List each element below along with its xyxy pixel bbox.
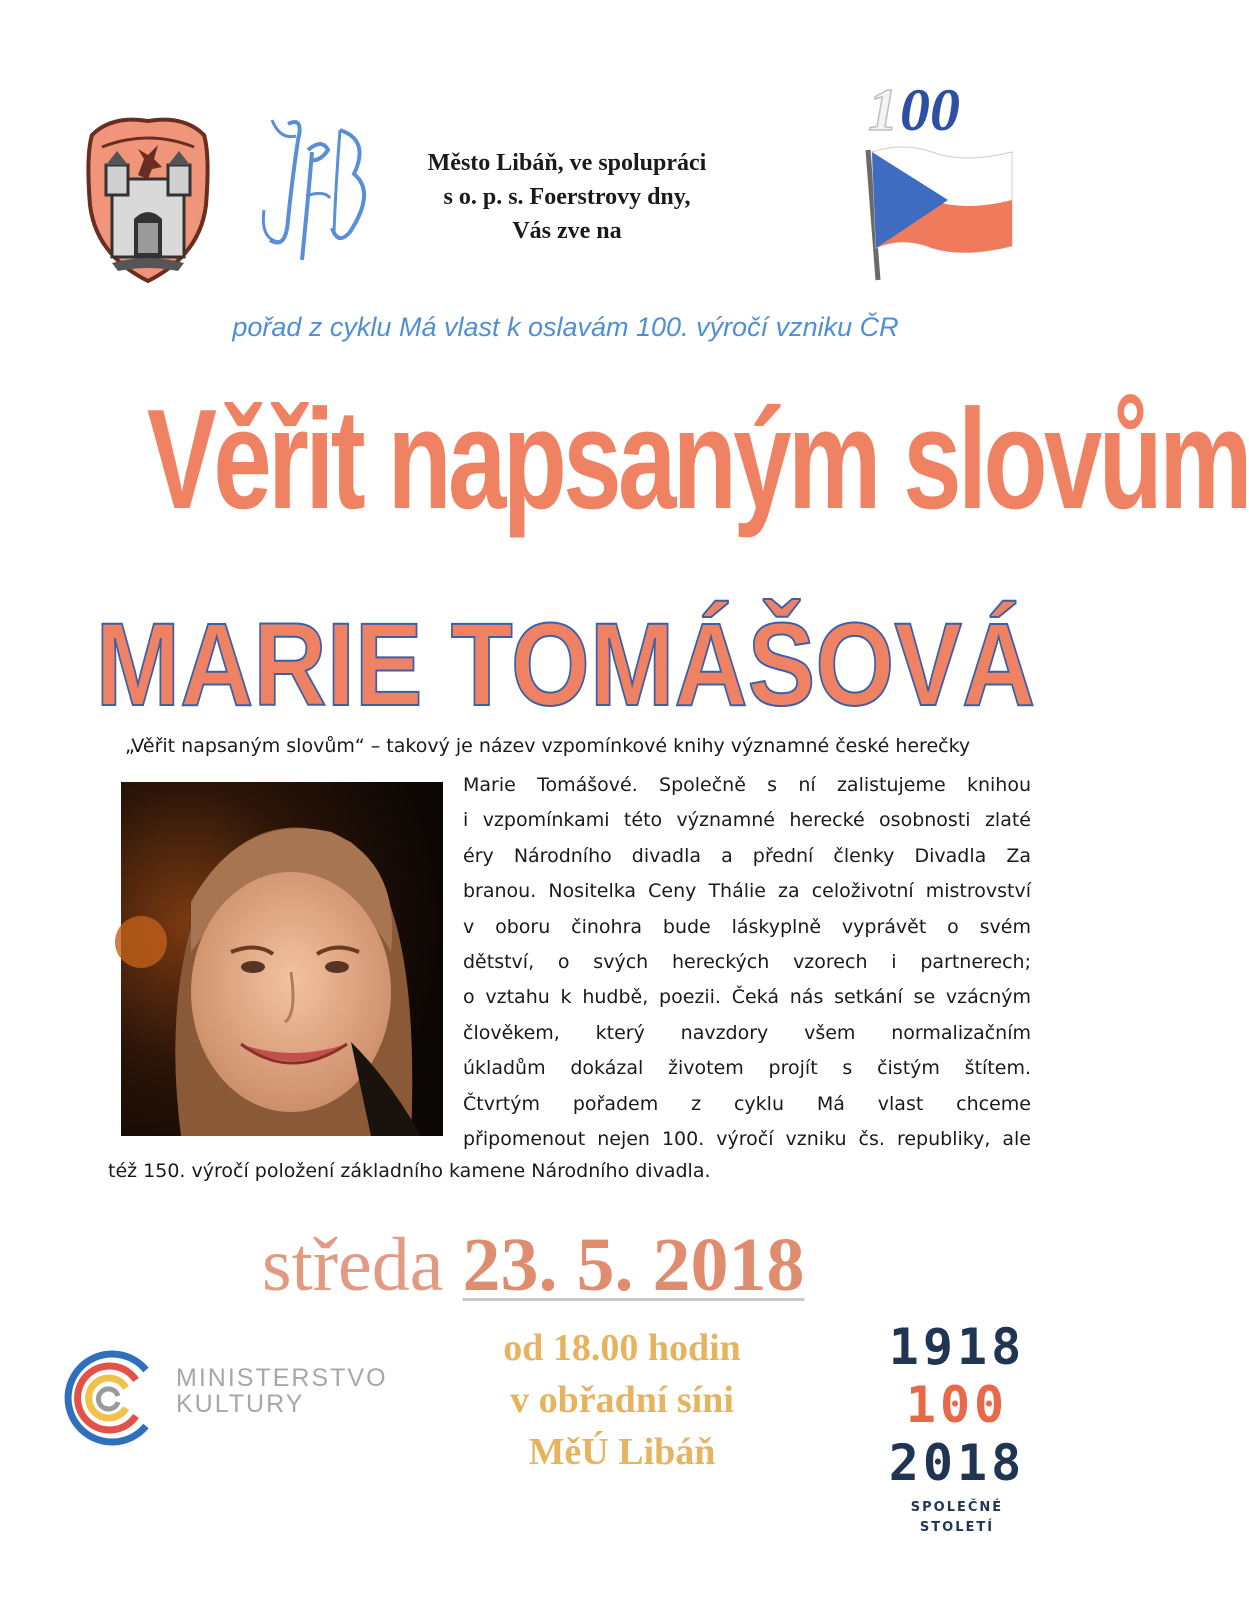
body-line: i vzpomínkami této významné herecké osobnosti zlaté: [463, 809, 1031, 832]
invitation-intro: [382, 146, 752, 248]
ministry-line: KULTURY: [176, 1390, 305, 1418]
ministry-line: MINISTERSTVO: [176, 1364, 388, 1392]
body-line: o vztahu k hudbě, poezii. Čeká nás setkání se vzácným: [463, 986, 1031, 1009]
body-line: Čtvrtým pořadem z cyklu Má vlast chceme: [463, 1092, 1031, 1115]
event-date: [262, 1222, 804, 1309]
body-last-line: též 150. výročí položení základního kamene Národního divadla.: [108, 1160, 711, 1182]
event-date-number: 23. 5. 2018: [462, 1223, 805, 1307]
event-details: [452, 1322, 792, 1478]
body-line: Marie Tomášové. Společně s ní zalistujeme knihou: [463, 774, 1031, 796]
czech-flag-100-logo: [852, 72, 1042, 294]
body-line: branou. Nositelka Ceny Thálie za celoživotní mistrovství: [463, 880, 1031, 903]
ministry-logo-icon: [56, 1346, 160, 1450]
body-line: člověkem, který navzdory všem normalizačním: [463, 1021, 1031, 1044]
event-day: středa: [262, 1223, 444, 1307]
body-line: připomenout nejen 100. výročí vzniku čs. republiky, ale: [463, 1127, 1031, 1150]
body-first-line: „Věřit napsaným slovům“ – takový je název vzpomínkové knihy významné české herečky: [125, 735, 971, 757]
coat-of-arms-logo: [82, 115, 214, 285]
body-line: éry Národního divadla a přední členky Divadla Za: [463, 844, 1031, 867]
event-venue: v obřadní síni: [510, 1379, 734, 1421]
event-subtitle: pořad z cyklu Má vlast k oslavám 100. výročí vzniku ČR: [232, 312, 899, 342]
event-title: Věřit napsaným slovům: [146, 380, 1249, 539]
body-paragraph: [463, 768, 1031, 1157]
centenary-100: 100: [905, 1376, 1009, 1434]
svg-text:1: 1: [868, 77, 898, 143]
year-2018: 2018: [888, 1434, 1026, 1492]
centenary-logo: [872, 1318, 1042, 1538]
event-time: od 18.00 hodin: [503, 1327, 741, 1369]
body-line: úkladům dokázal životem projít s čistým štítem.: [463, 1057, 1031, 1080]
performer-name: MARIE TOMÁŠOVÁ: [95, 599, 1036, 731]
portrait-photo: [121, 782, 443, 1136]
intro-line: Vás zve na: [512, 218, 622, 244]
ministry-name: [176, 1365, 388, 1417]
foerster-monogram-logo: [258, 110, 376, 270]
body-line: dětství, o svých hereckých vzorech i partnerech;: [463, 950, 1031, 973]
year-1918: 1918: [888, 1318, 1026, 1376]
centenary-tagline: SPOLEČNÉ STOLETÍ: [910, 1500, 1004, 1535]
event-place: MěÚ Libáň: [528, 1431, 716, 1473]
flag-number: 00: [900, 77, 960, 143]
intro-line: s o. p. s. Foerstrovy dny,: [443, 184, 691, 210]
intro-line: Město Libáň, ve spolupráci: [427, 150, 707, 176]
body-line: v oboru činohra bude láskyplně vyprávět o svém: [463, 915, 1031, 938]
